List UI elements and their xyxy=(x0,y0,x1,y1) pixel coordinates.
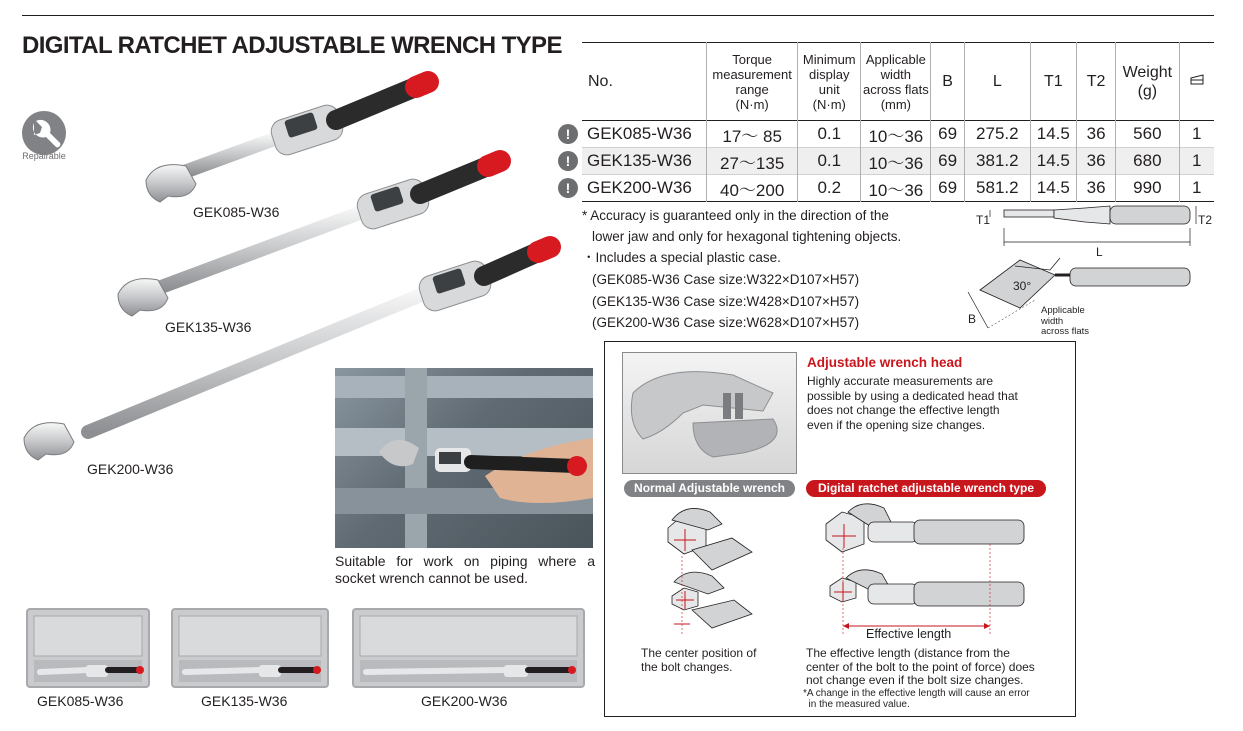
product-label-gek135: GEK135-W36 xyxy=(165,319,252,335)
spec-table xyxy=(582,42,1214,202)
cell-l: 581.2 xyxy=(965,175,1031,202)
case-label-gek085: GEK085-W36 xyxy=(37,693,124,709)
comparison-diagram xyxy=(652,500,1062,640)
box-icon xyxy=(1190,74,1204,86)
piping-usage-illustration xyxy=(335,368,593,548)
col-header-width: Applicable width across flats (mm) xyxy=(861,43,931,121)
feature-title: Adjustable wrench head xyxy=(807,355,963,370)
cell-t2: 36 xyxy=(1077,175,1116,202)
cell-t2: 36 xyxy=(1077,148,1116,175)
adjustable-head-illustration xyxy=(623,353,796,473)
note-line: (GEK085-W36 Case size:W322×D107×H57) xyxy=(592,272,860,287)
cell-width: 10～36 xyxy=(861,148,931,175)
normal-wrench-pill: Normal Adjustable wrench xyxy=(624,480,795,497)
col-header-no: No. xyxy=(582,43,707,121)
product-label-gek085: GEK085-W36 xyxy=(193,204,280,220)
cell-min-unit: 0.2 xyxy=(798,175,861,202)
product-label-gek200: GEK200-W36 xyxy=(87,461,174,477)
usage-photo xyxy=(335,368,593,548)
effective-length-label: Effective length xyxy=(866,627,952,641)
cell-min-unit: 0.1 xyxy=(798,121,861,148)
feature-description: Highly accurate measurements are possible by using a dedicated head that does not change the effective length even if the opening size changes. xyxy=(807,374,1018,432)
cell-weight: 680 xyxy=(1116,148,1179,175)
cell-l: 381.2 xyxy=(965,148,1031,175)
table-row xyxy=(582,121,1214,148)
normal-caption: The center position of the bolt changes. xyxy=(641,646,757,674)
col-header-b: B xyxy=(931,43,965,121)
case-gek085 xyxy=(26,608,150,688)
cell-min-unit: 0.1 xyxy=(798,148,861,175)
warning-icon: ! xyxy=(558,178,578,198)
col-header-weight: Weight (g) xyxy=(1116,43,1179,121)
digital-caption: The effective length (distance from the center of the bolt to the point of force) does not change even if the bolt size changes. xyxy=(806,646,1035,687)
dim-label-width: Applicable width across flats xyxy=(1041,305,1090,337)
cell-b: 69 xyxy=(931,121,965,148)
dim-label-t1: T1 xyxy=(976,213,991,227)
cell-weight: 560 xyxy=(1116,121,1179,148)
col-header-t1: T1 xyxy=(1030,43,1077,121)
dim-label-b: B xyxy=(968,312,977,326)
case-gek200 xyxy=(352,608,585,688)
wrench-gek085 xyxy=(146,82,428,202)
page-title: DIGITAL RATCHET ADJUSTABLE WRENCH TYPE xyxy=(22,32,562,59)
digital-wrench-pill: Digital ratchet adjustable wrench type xyxy=(806,480,1046,497)
cell-qty: 1 xyxy=(1192,178,1202,197)
case-label-gek200: GEK200-W36 xyxy=(421,693,508,709)
cell-l: 275.2 xyxy=(965,121,1031,148)
warning-icon: ! xyxy=(558,124,578,144)
cell-torque: 27～135 xyxy=(707,148,798,175)
col-header-quantity xyxy=(1179,43,1214,121)
cell-weight: 990 xyxy=(1116,175,1179,202)
feature-footnote: *A change in the effective length will cause an error in the measured value. xyxy=(803,688,1030,710)
note-line: * Accuracy is guaranteed only in the direction of the xyxy=(582,208,889,223)
cell-torque: 17～ 85 xyxy=(707,121,798,148)
col-header-l: L xyxy=(965,43,1031,121)
cell-b: 69 xyxy=(931,148,965,175)
spec-table-header xyxy=(582,43,1214,121)
cell-width: 10～36 xyxy=(861,175,931,202)
col-header-min-unit: Minimum display unit (N·m) xyxy=(798,43,861,121)
dimension-diagram xyxy=(960,200,1220,340)
cell-torque: 40～200 xyxy=(707,175,798,202)
repairable-label: Repairable xyxy=(22,151,66,161)
note-line: ・Includes a special plastic case. xyxy=(582,250,781,265)
cell-t1: 14.5 xyxy=(1030,148,1077,175)
photo-caption: Suitable for work on piping where a socket wrench cannot be used. xyxy=(335,553,595,586)
table-row xyxy=(582,175,1214,202)
cell-no: GEK135-W36 xyxy=(582,148,707,175)
cell-t1: 14.5 xyxy=(1030,175,1077,202)
note-line: lower jaw and only for hexagonal tightening objects. xyxy=(592,229,902,244)
top-rule xyxy=(22,15,1214,16)
case-gek135 xyxy=(171,608,329,688)
dim-label-angle: 30° xyxy=(1013,279,1032,293)
cell-qty: 1 xyxy=(1192,124,1202,143)
cell-no: GEK085-W36 xyxy=(582,121,707,148)
cell-width: 10～36 xyxy=(861,121,931,148)
case-contents-gek085 xyxy=(28,610,148,686)
dim-label-l: L xyxy=(1096,245,1103,259)
table-row xyxy=(582,148,1214,175)
warning-icon: ! xyxy=(558,151,578,171)
case-label-gek135: GEK135-W36 xyxy=(201,693,288,709)
col-header-torque: Torque measurement range (N·m) xyxy=(707,43,798,121)
cell-qty: 1 xyxy=(1192,151,1202,170)
case-contents-gek135 xyxy=(173,610,327,686)
col-header-t2: T2 xyxy=(1077,43,1116,121)
cell-t2: 36 xyxy=(1077,121,1116,148)
cell-no: GEK200-W36 xyxy=(582,175,707,202)
cell-b: 69 xyxy=(931,175,965,202)
case-contents-gek200 xyxy=(354,610,583,686)
note-line: (GEK200-W36 Case size:W628×D107×H57) xyxy=(592,315,860,330)
cell-t1: 14.5 xyxy=(1030,121,1077,148)
wrench-head-photo xyxy=(622,352,797,474)
dim-label-t2: T2 xyxy=(1198,213,1213,227)
note-line: (GEK135-W36 Case size:W428×D107×H57) xyxy=(592,294,860,309)
